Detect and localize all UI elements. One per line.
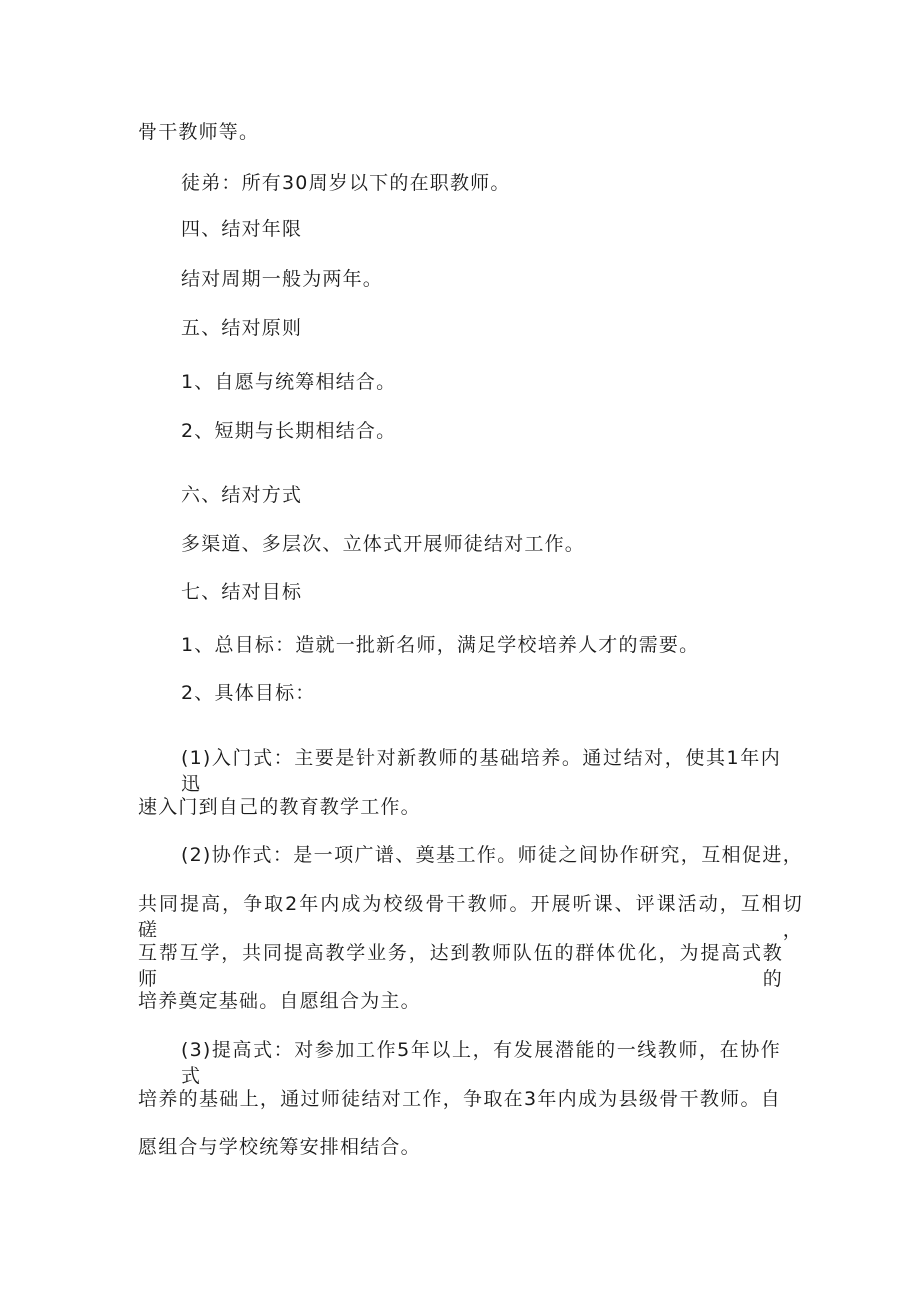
list-item: 1、总目标：造就一批新名师，满足学校培养人才的需要。 [181, 634, 700, 656]
text-line: 多渠道、多层次、立体式开展师徒结对工作。 [181, 533, 586, 555]
section-heading: 六、结对方式 [181, 484, 303, 506]
text-line: 徒弟：所有30周岁以下的在职教师。 [181, 172, 511, 194]
paragraph-line: 培养的基础上，通过师徒结对工作，争取在3年内成为县级骨干教师。自 [138, 1088, 781, 1110]
paragraph-line: 互帮互学，共同提高教学业务，达到教师队伍的群体优化，为提高式教师的 [138, 942, 783, 990]
paragraph-line: 培养奠定基础。自愿组合为主。 [138, 990, 421, 1012]
section-heading: 七、结对目标 [181, 581, 303, 603]
paragraph-line: 共同提高，争取2年内成为校级骨干教师。开展听课、评课活动，互相切磋， [138, 893, 803, 941]
list-item: 2、具体目标： [181, 682, 316, 704]
list-item: 2、短期与长期相结合。 [181, 420, 397, 442]
section-heading: 五、结对原则 [181, 317, 303, 339]
paragraph-line: (2)协作式：是一项广谱、奠基工作。师徒之间协作研究，互相促进， [181, 844, 803, 866]
text-line: 结对周期一般为两年。 [181, 268, 384, 290]
paragraph-line: (1)入门式：主要是针对新教师的基础培养。通过结对，使其1年内迅 [181, 747, 781, 795]
paragraph-line: 愿组合与学校统筹安排相结合。 [138, 1136, 421, 1158]
list-item: 1、自愿与统筹相结合。 [181, 371, 397, 393]
section-heading: 四、结对年限 [181, 218, 303, 240]
text-line: 骨干教师等。 [138, 121, 260, 143]
paragraph-line: (3)提高式：对参加工作5年以上，有发展潜能的一线教师，在协作式 [181, 1039, 781, 1087]
paragraph-line: 速入门到自己的教育教学工作。 [138, 796, 421, 818]
